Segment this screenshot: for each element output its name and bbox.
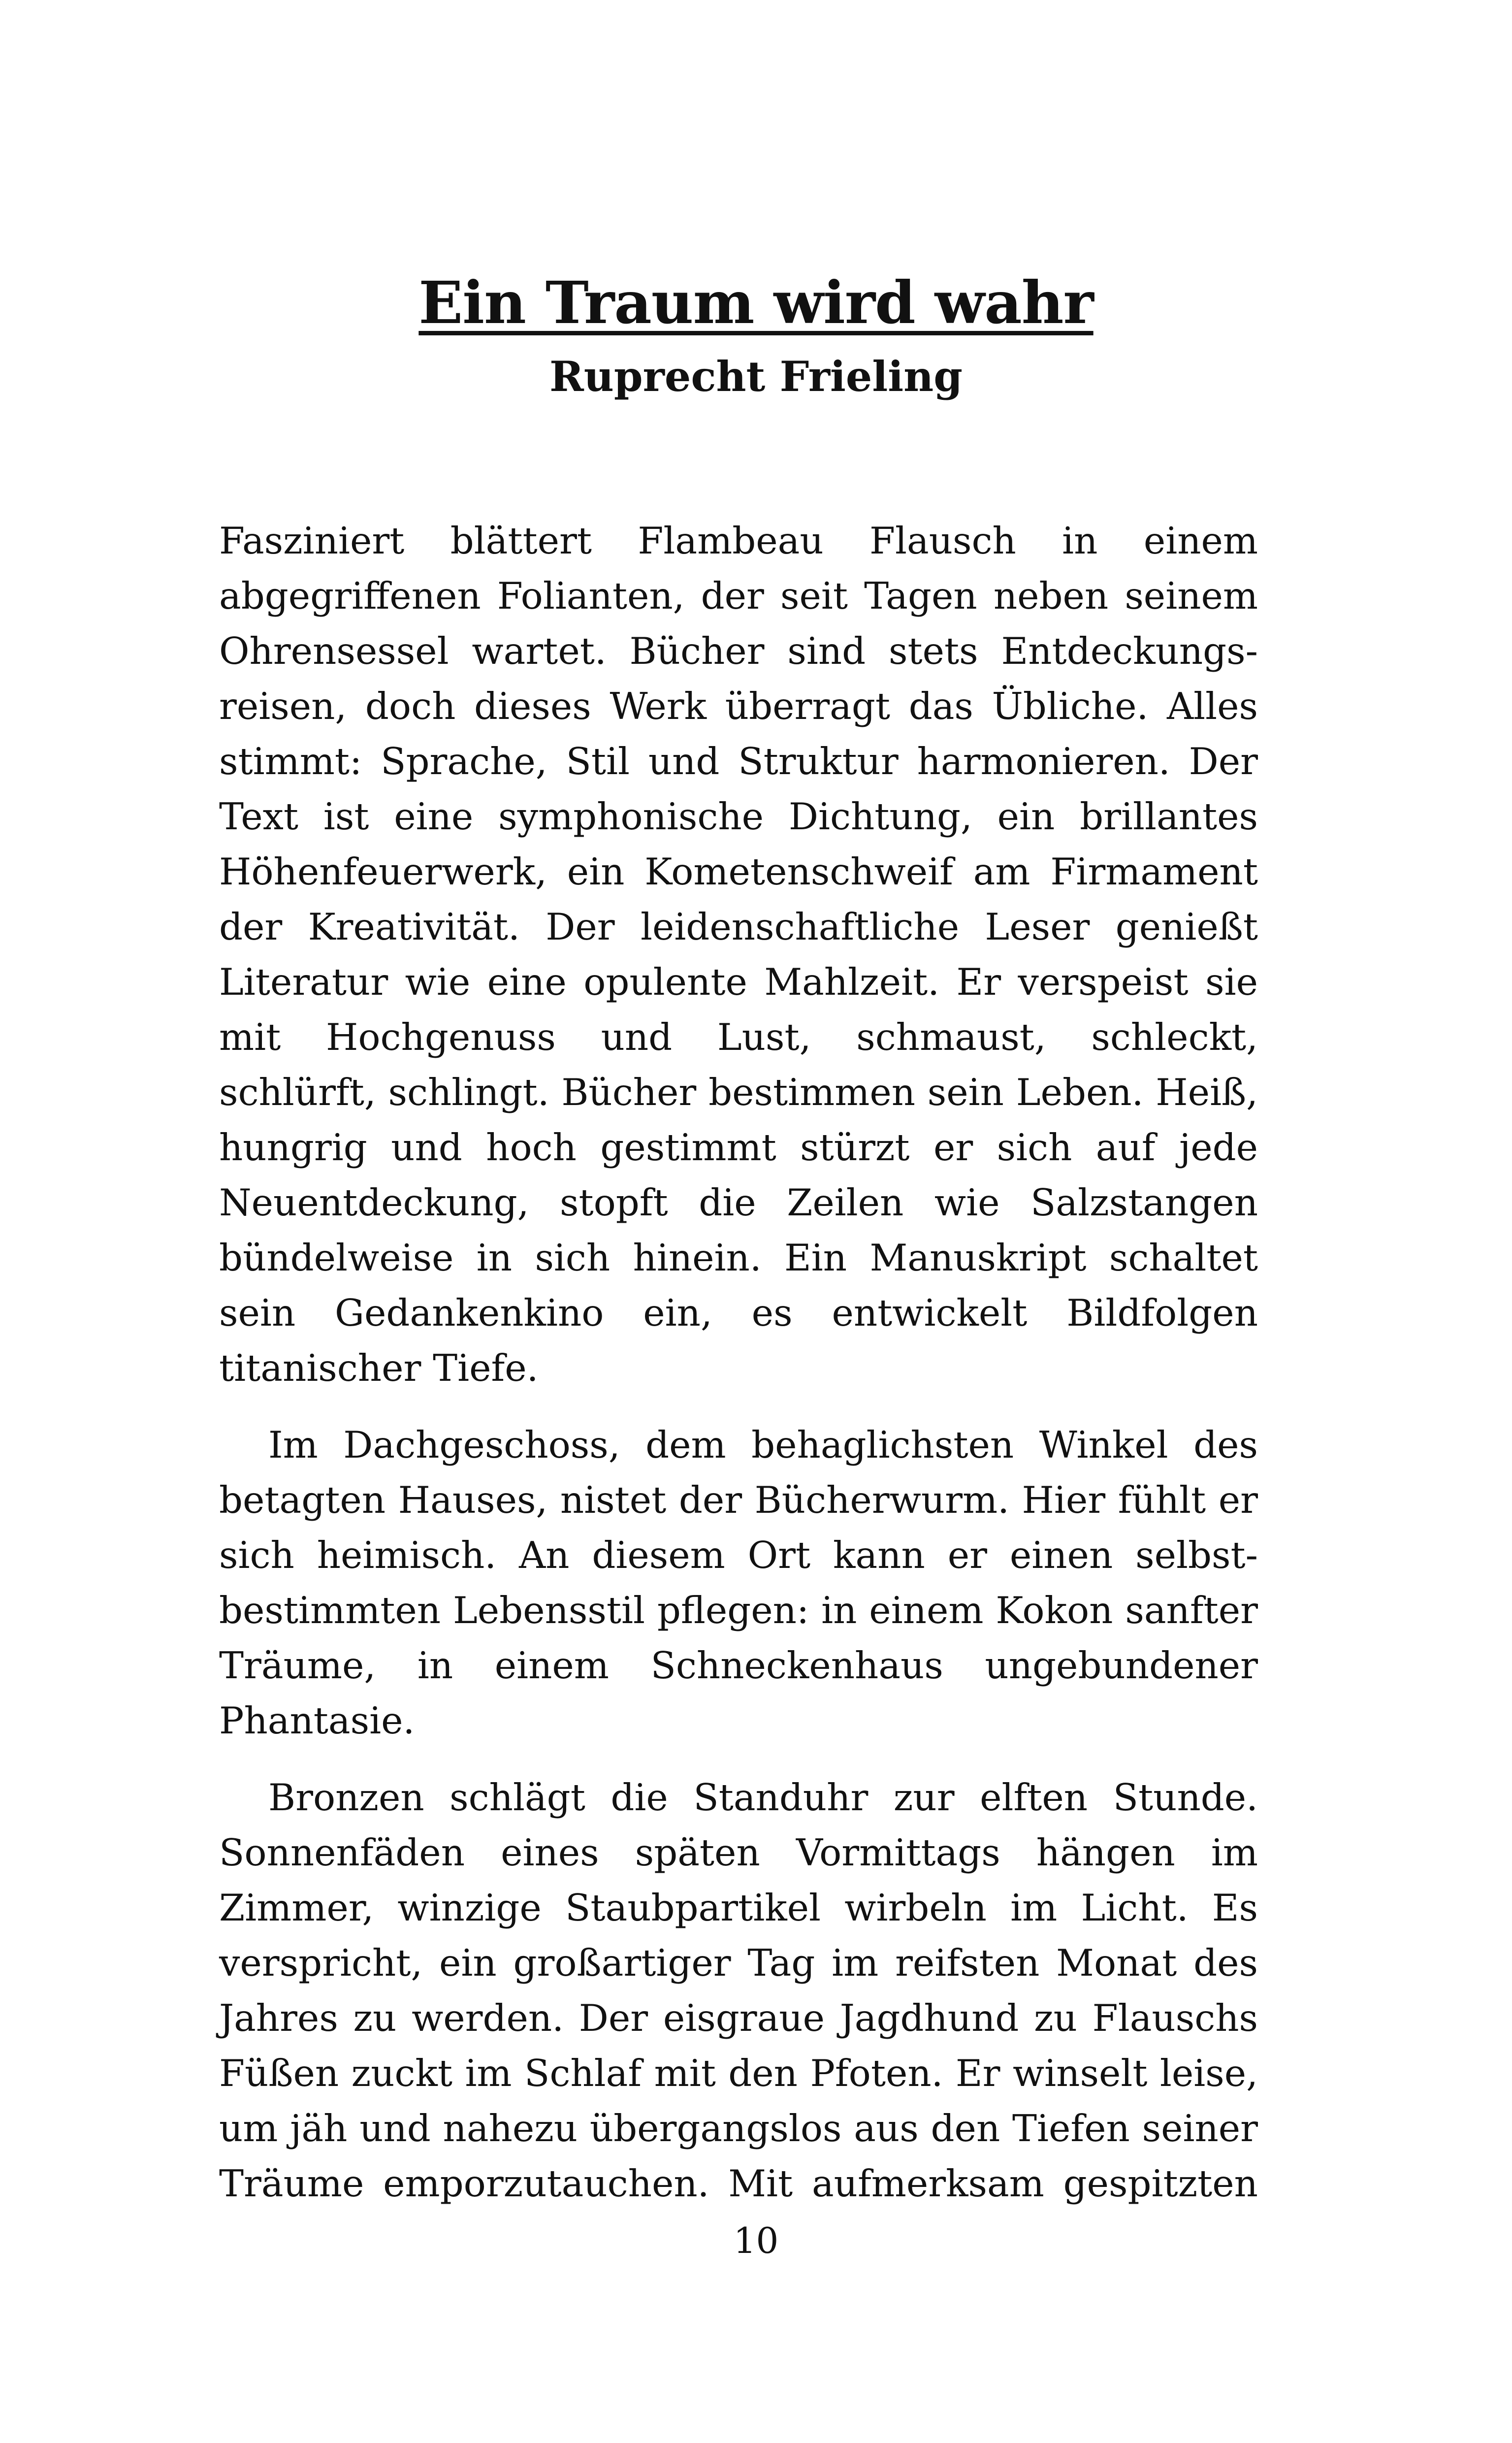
chapter-heading — [0, 266, 1512, 404]
chapter-title: Ein Traum wird wahr — [418, 268, 1094, 337]
body-text — [219, 513, 1258, 2233]
page-number: 10 — [733, 2220, 779, 2261]
paragraph-3: Bronzen schlägt die Standuhr zur elften Stunde. Sonnenfäden eines späten Vormittags hängen im Zimmer, winzige Staubpartikel wirbeln im Licht. Es verspricht, ein großartiger Tag im reifsten Monat des Jahres zu werden. Der eisgraue Jagdhund zu Flauschs Füßen zuckt im Schlaf mit den Pfoten. Er winselt leise, um jäh und nahezu übergangslos aus den Tiefen seiner Träume emporzutauchen. Mit aufmerksam gespitzten — [219, 1776, 1258, 2205]
author-name: Ruprecht Frieling — [549, 352, 963, 401]
paragraph-1: Fasziniert blättert Flambeau Flausch in einem abgegriffenen Folianten, der seit Tagen neben seinem Ohrensessel wartet. Bücher sind stets Entdeckungsreisen, doch dieses Werk überragt das Übliche. Alles stimmt: Sprache, Stil und Struktur harmonieren. Der Text ist eine symphonische Dichtung, ein brillantes Höhenfeuerwerk, ein Kometenschweif am Firmament der Kreativität. Der leidenschaftliche Leser genießt Literatur wie eine opulente Mahlzeit. Er verspeist sie mit Hochgenuss und Lust, schmaust, schleckt, schlürft, schlingt. Bücher bestimmen sein Leben. Heiß, hungrig und hoch gestimmt stürzt er sich auf jede Neuentdeckung, stopft die Zeilen wie Salzstangen bündelweise in sich hinein. Ein Manuskript schaltet sein Gedankenkino ein, es entwickelt Bildfolgen titanischer Tiefe. — [219, 519, 1258, 1390]
paragraph-2: Im Dachgeschoss, dem behaglichsten Winkel des betagten Hauses, nistet der Bücherwurm. Hier fühlt er sich heimisch. An diesem Ort kann er einen selbstbestimmten Lebensstil pflegen: in einem Kokon sanfter Träume, in einem Schneckenhaus ungebundener Phantasie. — [219, 1423, 1258, 1742]
